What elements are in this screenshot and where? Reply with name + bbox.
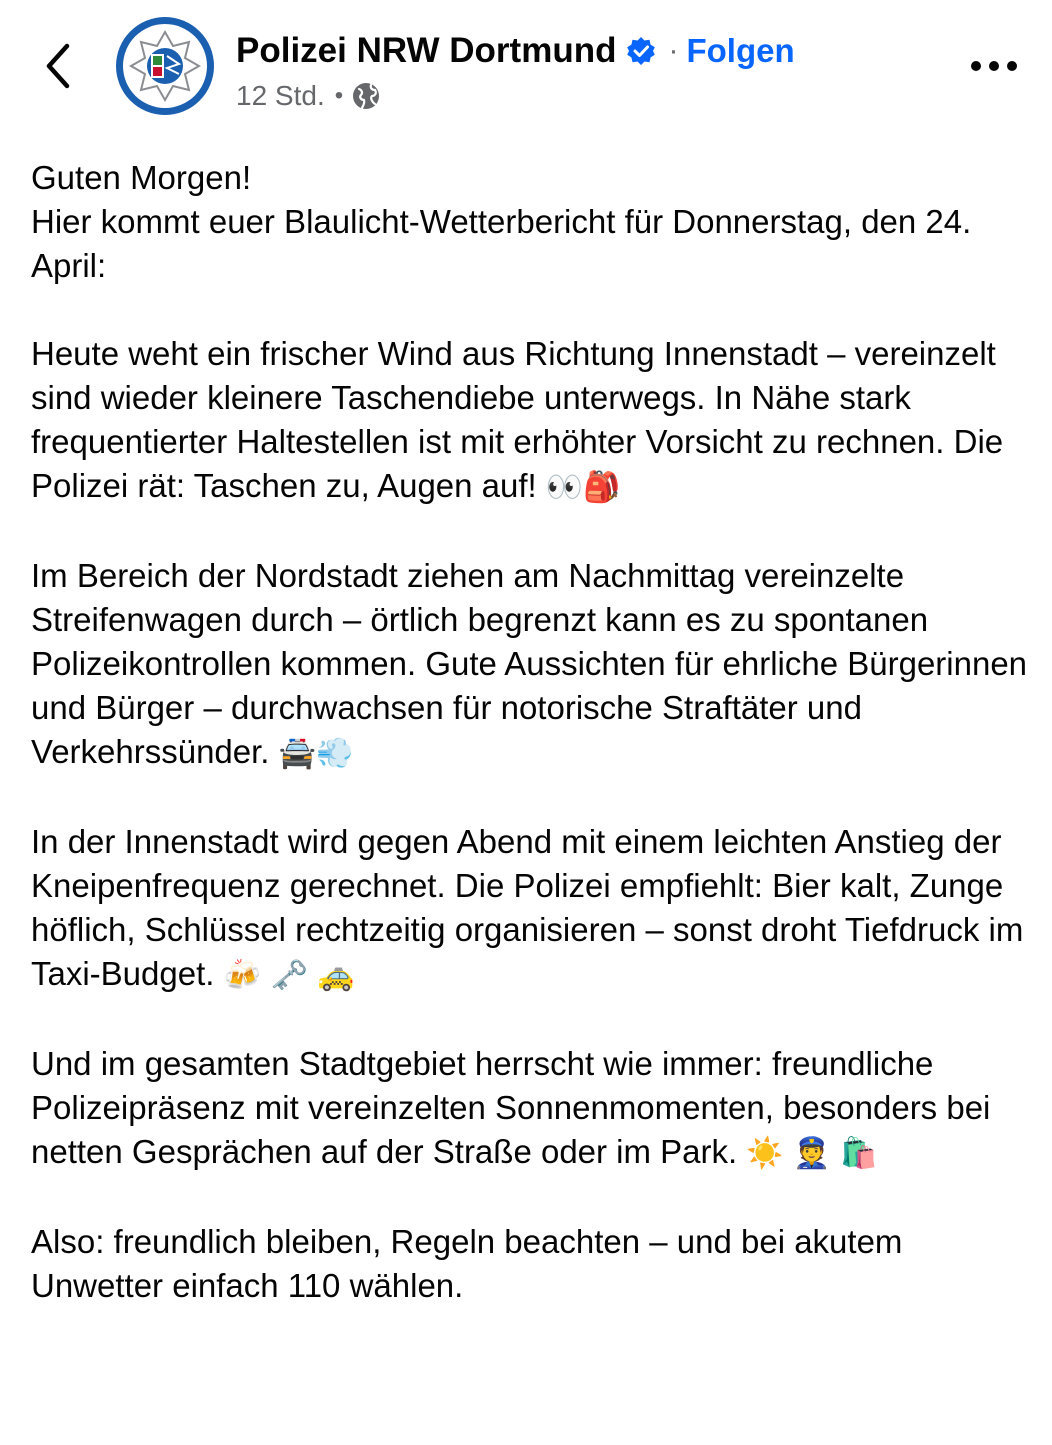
more-options-button[interactable] — [962, 44, 1026, 88]
beer-key-taxi-emoji: 🍻 🗝️ 🚕 — [223, 958, 355, 993]
page-avatar[interactable] — [116, 17, 214, 115]
page-name[interactable]: Polizei NRW Dortmund — [236, 31, 617, 70]
paragraph-4-text: Und im gesamten Stadtgebiet herrscht wie immer: freundliche Polizeipräsenz mit vereinzelten Sonnenmomenten, besonders bei netten Gesprächen auf der Straße oder im Park. — [31, 1045, 991, 1170]
post-intro: Hier kommt euer Blaulicht-Wetterbericht für Donnerstag, den 24. April: — [31, 203, 972, 284]
post-time[interactable]: 12 Std. — [236, 80, 325, 111]
post-body — [31, 156, 1031, 1308]
paragraph-1-text: Heute weht ein frischer Wind aus Richtung Innenstadt – vereinzelt sind wieder kleinere Taschendiebe unterwegs. In Nähe stark frequentierter Haltestellen ist mit erhöhter Vorsicht zu rechnen. Die Polizei rät: Taschen zu, Augen auf! — [31, 335, 1004, 504]
post-paragraph-2 — [31, 554, 1031, 776]
paragraph-2-text: Im Bereich der Nordstadt ziehen am Nachmittag vereinzelte Streifenwagen durch – örtlich begrenzt kann es zu spontanen Polizeikontrollen kommen. Gute Aussichten für ehrliche Bürgerinnen und Bürger – durchwachsen für notorische Straftäter und Verkehrssünder. — [31, 557, 1028, 770]
globe-icon — [351, 81, 381, 111]
post-paragraph-5: Also: freundlich bleiben, Regeln beachten – und bei akutem Unwetter einfach 110 wählen. — [31, 1223, 903, 1304]
post-meta — [236, 78, 381, 114]
police-car-emoji: 🚔💨 — [278, 736, 354, 771]
sun-police-bags-emoji: ☀️ 👮 🛍️ — [746, 1136, 878, 1171]
more-dots-icon — [970, 60, 1018, 72]
title-separator: · — [668, 34, 679, 67]
follow-button[interactable]: Folgen — [686, 32, 795, 69]
meta-separator: • — [334, 82, 344, 109]
post-paragraph-3 — [31, 820, 1031, 998]
police-star-logo-icon — [125, 26, 205, 106]
back-button[interactable] — [30, 38, 86, 94]
post-paragraph-4 — [31, 1042, 1031, 1176]
chevron-left-icon — [43, 42, 73, 90]
eyes-backpack-emoji: 👀🎒 — [545, 470, 621, 505]
verified-badge-icon — [626, 36, 656, 66]
post-greeting: Guten Morgen! — [31, 159, 252, 196]
post-header — [0, 0, 1052, 140]
paragraph-3-text: In der Innenstadt wird gegen Abend mit einem leichten Anstieg der Kneipenfrequenz gerechnet. Die Polizei empfiehlt: Bier kalt, Zunge höflich, Schlüssel rechtzeitig organisieren – sonst droht Tiefdruck im Taxi-Budget. — [31, 823, 1024, 992]
post-paragraph-1 — [31, 332, 1031, 510]
